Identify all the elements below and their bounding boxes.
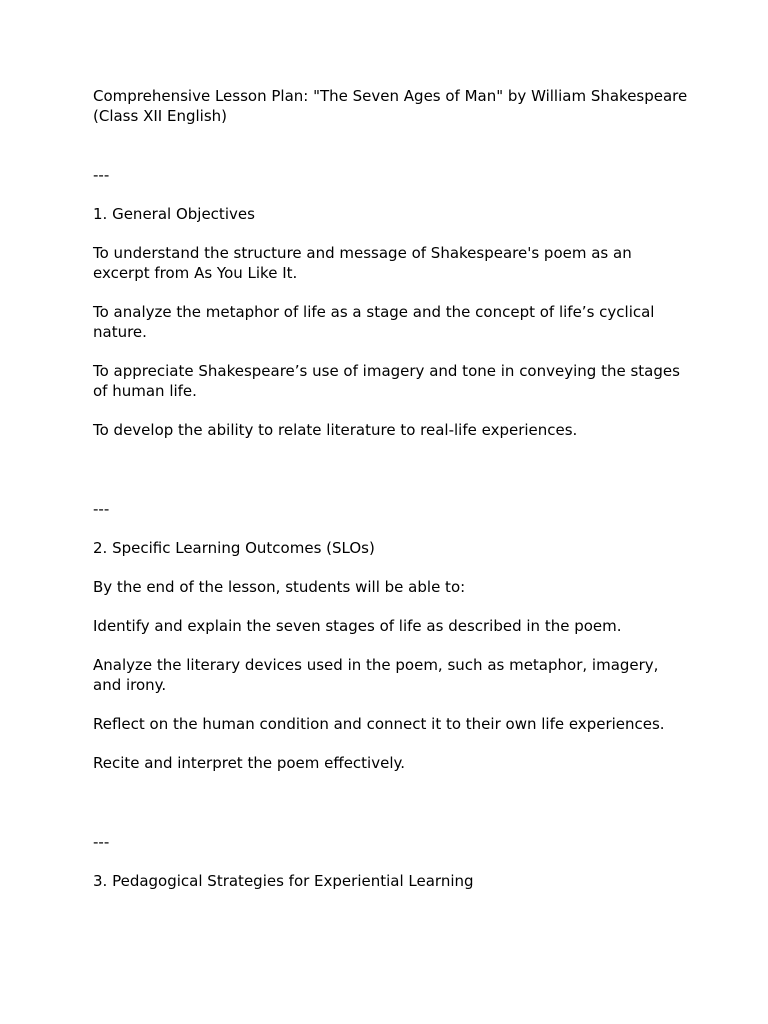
separator-2: --- xyxy=(93,500,110,518)
objective-item-2: To analyze the metaphor of life as a stage and the concept of life’s cyclical nature. xyxy=(93,303,655,341)
outcome-item-4: Recite and interpret the poem effectively. xyxy=(93,754,406,772)
outcome-item-1: Identify and explain the seven stages of life as described in the poem. xyxy=(93,617,622,635)
section-1-heading: 1. General Objectives xyxy=(93,205,255,223)
separator-3: --- xyxy=(93,833,110,851)
section-2-intro: By the end of the lesson, students will be able to: xyxy=(93,578,466,596)
objective-item-4: To develop the ability to relate literature to real-life experiences. xyxy=(93,421,578,439)
section-3-heading: 3. Pedagogical Strategies for Experiential Learning xyxy=(93,872,474,890)
objective-item-1: To understand the structure and message of Shakespeare's poem as an excerpt from As You Like It. xyxy=(93,244,632,282)
outcome-item-3: Reflect on the human condition and connect it to their own life experiences. xyxy=(93,715,665,733)
objective-item-3: To appreciate Shakespeare’s use of imagery and tone in conveying the stages of human life. xyxy=(93,362,680,400)
section-2-heading: 2. Specific Learning Outcomes (SLOs) xyxy=(93,539,375,557)
document-page xyxy=(93,86,688,891)
document-title: Comprehensive Lesson Plan: "The Seven Ages of Man" by William Shakespeare (Class XII English) xyxy=(93,87,688,125)
separator-1: --- xyxy=(93,166,110,184)
outcome-item-2: Analyze the literary devices used in the poem, such as metaphor, imagery, and irony. xyxy=(93,656,659,694)
